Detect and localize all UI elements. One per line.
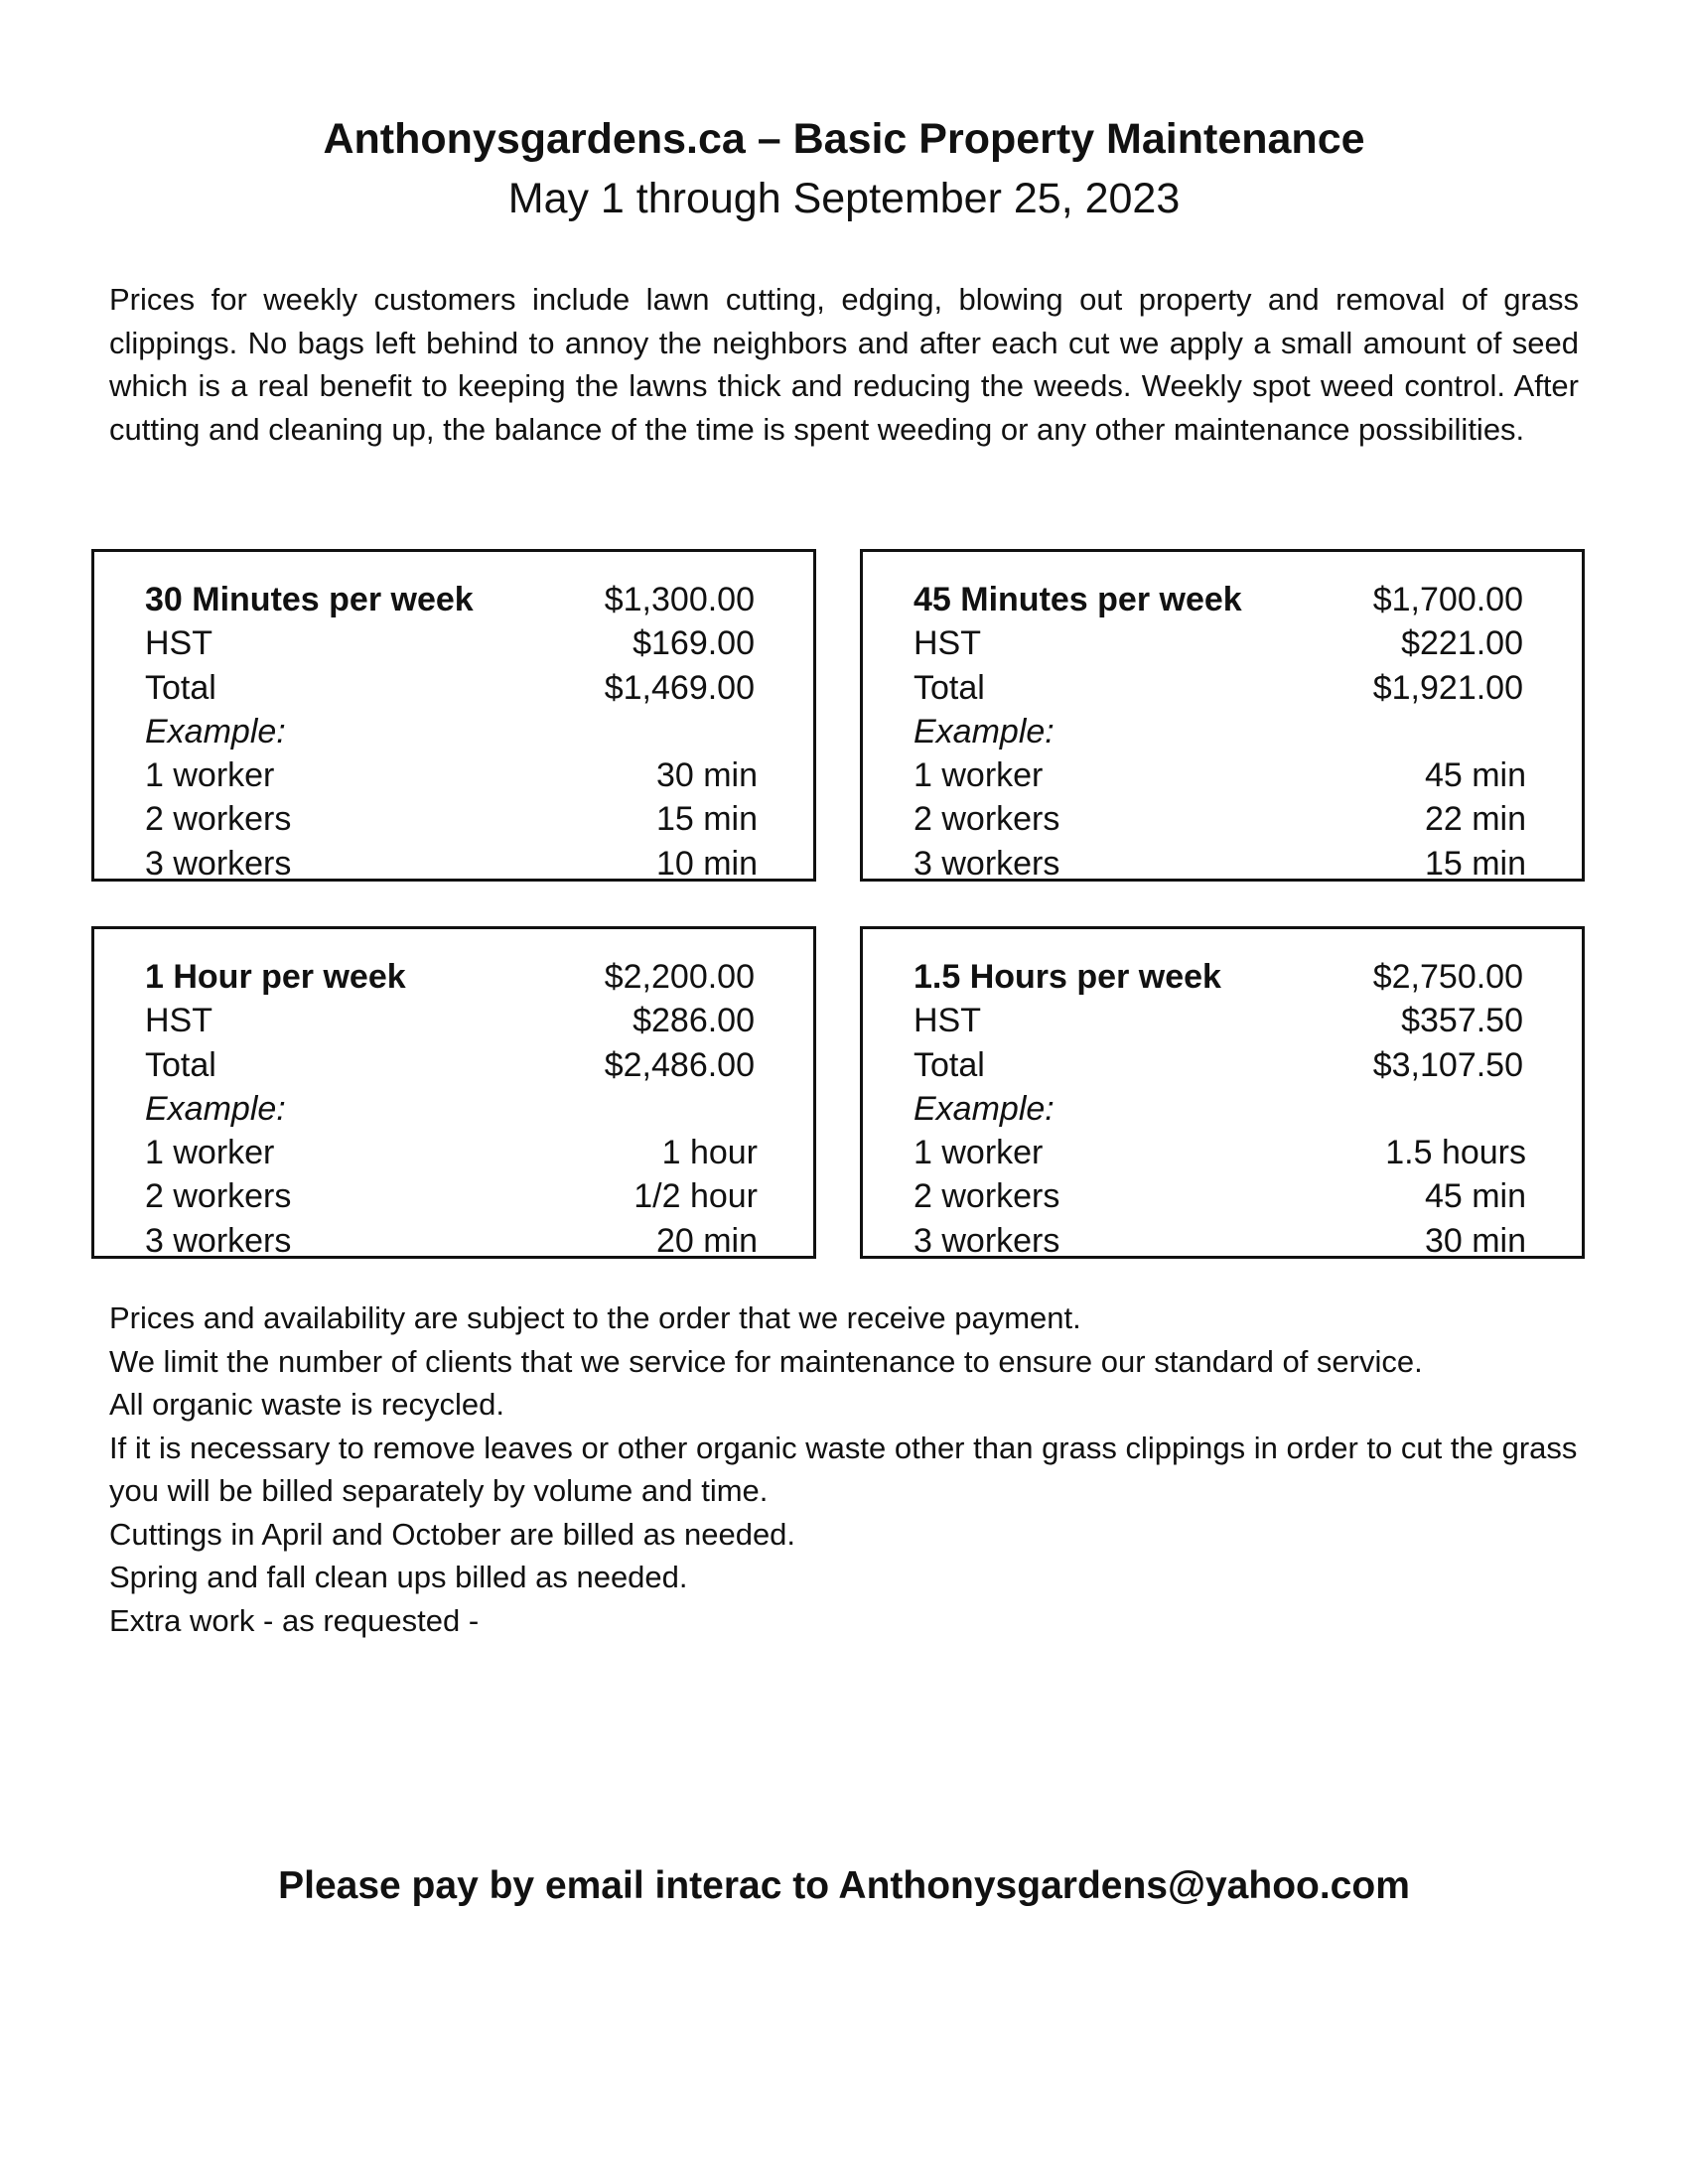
plan-1-hour xyxy=(91,926,816,1259)
worker-3-time: 15 min xyxy=(1424,844,1526,883)
hst-value: $221.00 xyxy=(1401,624,1523,663)
total-value: $3,107.50 xyxy=(1372,1045,1523,1084)
worker-1-row xyxy=(914,1131,1526,1174)
total-row xyxy=(914,1043,1526,1087)
hst-value: $169.00 xyxy=(633,624,755,663)
worker-1-time: 1 hour xyxy=(661,1134,758,1172)
total-row xyxy=(145,666,758,710)
worker-1-row xyxy=(145,753,758,797)
total-label: Total xyxy=(145,1045,216,1084)
worker-1-row xyxy=(145,1131,758,1174)
worker-1-time: 1.5 hours xyxy=(1385,1134,1526,1172)
hst-label: HST xyxy=(145,1002,212,1040)
worker-3-time: 20 min xyxy=(655,1221,758,1260)
worker-2-time: 15 min xyxy=(655,800,758,839)
plan-price: $2,750.00 xyxy=(1372,958,1523,996)
worker-1-label: 1 worker xyxy=(145,1134,275,1172)
worker-3-label: 3 workers xyxy=(145,1221,292,1260)
worker-3-label: 3 workers xyxy=(145,844,292,883)
plan-30-minutes xyxy=(91,549,816,882)
worker-3-row xyxy=(145,1219,758,1263)
worker-2-label: 2 workers xyxy=(914,1177,1060,1216)
total-value: $2,486.00 xyxy=(604,1045,755,1084)
example-label: Example: xyxy=(914,1089,1055,1128)
plan-price: $1,700.00 xyxy=(1372,581,1523,618)
hst-row xyxy=(914,621,1526,665)
worker-2-row xyxy=(914,797,1526,841)
hst-label: HST xyxy=(914,624,981,663)
worker-1-time: 30 min xyxy=(655,756,758,795)
hst-value: $286.00 xyxy=(633,1002,755,1040)
note-line: Prices and availability are subject to the order that we receive payment. xyxy=(109,1300,1081,1335)
total-label: Total xyxy=(914,1045,985,1084)
note-line: All organic waste is recycled. xyxy=(109,1387,504,1422)
worker-2-row xyxy=(145,797,758,841)
plan-name: 1.5 Hours per week xyxy=(914,958,1221,996)
total-row xyxy=(914,666,1526,710)
worker-2-row xyxy=(145,1174,758,1218)
worker-3-time: 30 min xyxy=(1424,1221,1526,1260)
worker-2-row xyxy=(914,1174,1526,1218)
note-line: If it is necessary to remove leaves or other organic waste other than grass clippings in order to cut the grass you will be billed separately by volume and time. xyxy=(109,1430,1578,1508)
terms-notes xyxy=(109,1297,1589,1642)
example-label: Example: xyxy=(914,712,1055,751)
hst-row xyxy=(145,621,758,665)
note-line: We limit the number of clients that we service for maintenance to ensure our standard of service. xyxy=(109,1343,1423,1379)
hst-label: HST xyxy=(914,1002,981,1040)
worker-3-label: 3 workers xyxy=(914,1221,1060,1260)
worker-3-label: 3 workers xyxy=(914,844,1060,883)
hst-row xyxy=(914,999,1526,1042)
worker-1-label: 1 worker xyxy=(914,756,1044,795)
payment-instructions: Please pay by email interac to Anthonysgardens@yahoo.com xyxy=(278,1864,1410,1907)
worker-2-label: 2 workers xyxy=(145,800,292,839)
example-row xyxy=(914,710,1526,753)
worker-1-row xyxy=(914,753,1526,797)
worker-2-label: 2 workers xyxy=(145,1177,292,1216)
date-range: May 1 through September 25, 2023 xyxy=(507,175,1181,222)
worker-3-row xyxy=(145,842,758,886)
plan-price: $2,200.00 xyxy=(604,958,755,996)
worker-3-row xyxy=(914,842,1526,886)
total-row xyxy=(145,1043,758,1087)
worker-1-label: 1 worker xyxy=(145,756,275,795)
total-label: Total xyxy=(145,668,216,707)
worker-3-time: 10 min xyxy=(655,844,758,883)
intro-paragraph: Prices for weekly customers include lawn cutting, edging, blowing out property and removal of grass clippings. No bags left behind to annoy the neighbors and after each cut we apply a small amount of seed which is a real benefit to keeping the lawns thick and reducing the weeds. Weekly spot weed control. After cutting and cleaning up, the balance of the time is spent weeding or any other maintenance possibilities. xyxy=(109,282,1579,447)
plan-heading-row xyxy=(145,578,758,621)
worker-2-label: 2 workers xyxy=(914,800,1060,839)
plan-45-minutes xyxy=(860,549,1585,882)
worker-2-time: 22 min xyxy=(1424,800,1526,839)
hst-row xyxy=(145,999,758,1042)
plan-heading-row xyxy=(145,955,758,999)
plan-heading-row xyxy=(914,578,1526,621)
plan-name: 1 Hour per week xyxy=(145,958,406,996)
worker-3-row xyxy=(914,1219,1526,1263)
example-label: Example: xyxy=(145,1089,286,1128)
plan-1-5-hours xyxy=(860,926,1585,1259)
plan-name: 45 Minutes per week xyxy=(914,581,1242,618)
plan-name: 30 Minutes per week xyxy=(145,581,474,618)
hst-label: HST xyxy=(145,624,212,663)
worker-1-time: 45 min xyxy=(1424,756,1526,795)
total-value: $1,469.00 xyxy=(604,668,755,707)
page-title: Anthonysgardens.ca – Basic Property Maintenance xyxy=(323,115,1365,163)
worker-2-time: 1/2 hour xyxy=(633,1177,758,1216)
plan-price: $1,300.00 xyxy=(604,581,755,618)
example-row xyxy=(914,1087,1526,1131)
example-label: Example: xyxy=(145,712,286,751)
hst-value: $357.50 xyxy=(1401,1002,1523,1040)
example-row xyxy=(145,1087,758,1131)
note-line: Extra work - as requested - xyxy=(109,1602,480,1638)
plan-heading-row xyxy=(914,955,1526,999)
note-line: Cuttings in April and October are billed as needed. xyxy=(109,1516,796,1552)
note-line: Spring and fall clean ups billed as needed. xyxy=(109,1560,688,1594)
total-label: Total xyxy=(914,668,985,707)
example-row xyxy=(145,710,758,753)
worker-2-time: 45 min xyxy=(1424,1177,1526,1216)
worker-1-label: 1 worker xyxy=(914,1134,1044,1172)
total-value: $1,921.00 xyxy=(1372,668,1523,707)
